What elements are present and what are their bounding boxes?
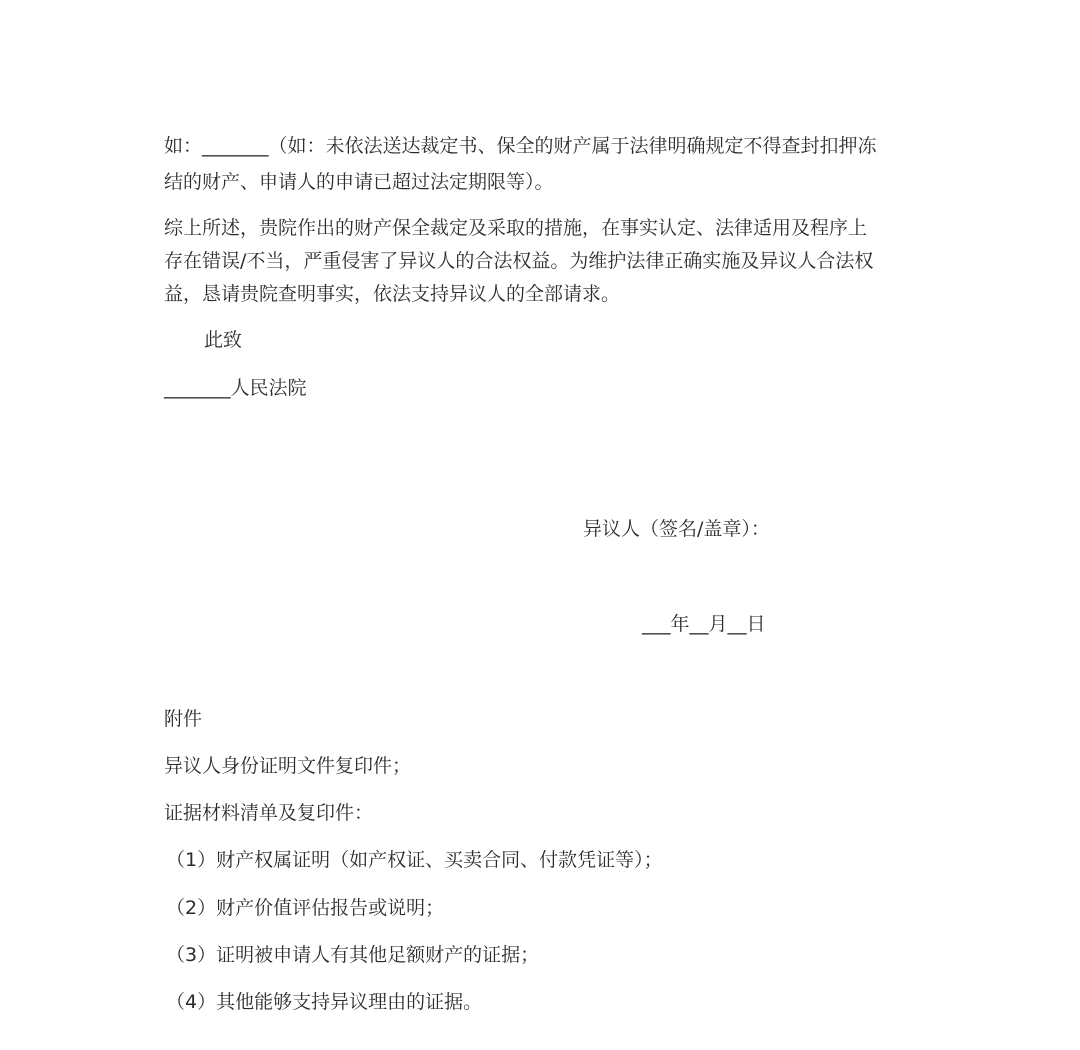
date-line: ___年__月__日 [642, 613, 766, 635]
attachment-sub-item: （4）其他能够支持异议理由的证据。 [166, 991, 483, 1013]
paragraph-grounds-line-1: 如：_______（如：未依法送达裁定书、保全的财产属于法律明确规定不得查封扣押冻 [164, 135, 877, 157]
paragraph-conclusion-line-2: 存在错误/不当，严重侵害了异议人的合法权益。为维护法律正确实施及异议人合法权 [164, 250, 874, 272]
attachment-sub-item: （3）证明被申请人有其他足额财产的证据； [166, 944, 540, 966]
paragraph-conclusion-line-3: 益，恳请贵院查明事实，依法支持异议人的全部请求。 [164, 283, 621, 305]
paragraph-conclusion-line-1: 综上所述，贵院作出的财产保全裁定及采取的措施，在事实认定、法律适用及程序上 [164, 217, 868, 239]
attachment-item: 证据材料清单及复印件： [164, 802, 374, 824]
attachment-sub-item: （2）财产价值评估报告或说明； [166, 897, 445, 919]
salutation: 此致 [204, 329, 243, 351]
attachment-item: 异议人身份证明文件复印件； [164, 755, 412, 777]
attachments-heading: 附件 [164, 708, 203, 730]
paragraph-grounds-line-2: 结的财产、申请人的申请已超过法定期限等）。 [164, 171, 554, 193]
signature-line: 异议人（签名/盖章）： [583, 518, 770, 540]
court-name: _______人民法院 [164, 377, 307, 399]
attachment-sub-item: （1）财产权属证明（如产权证、买卖合同、付款凭证等）； [166, 849, 663, 871]
